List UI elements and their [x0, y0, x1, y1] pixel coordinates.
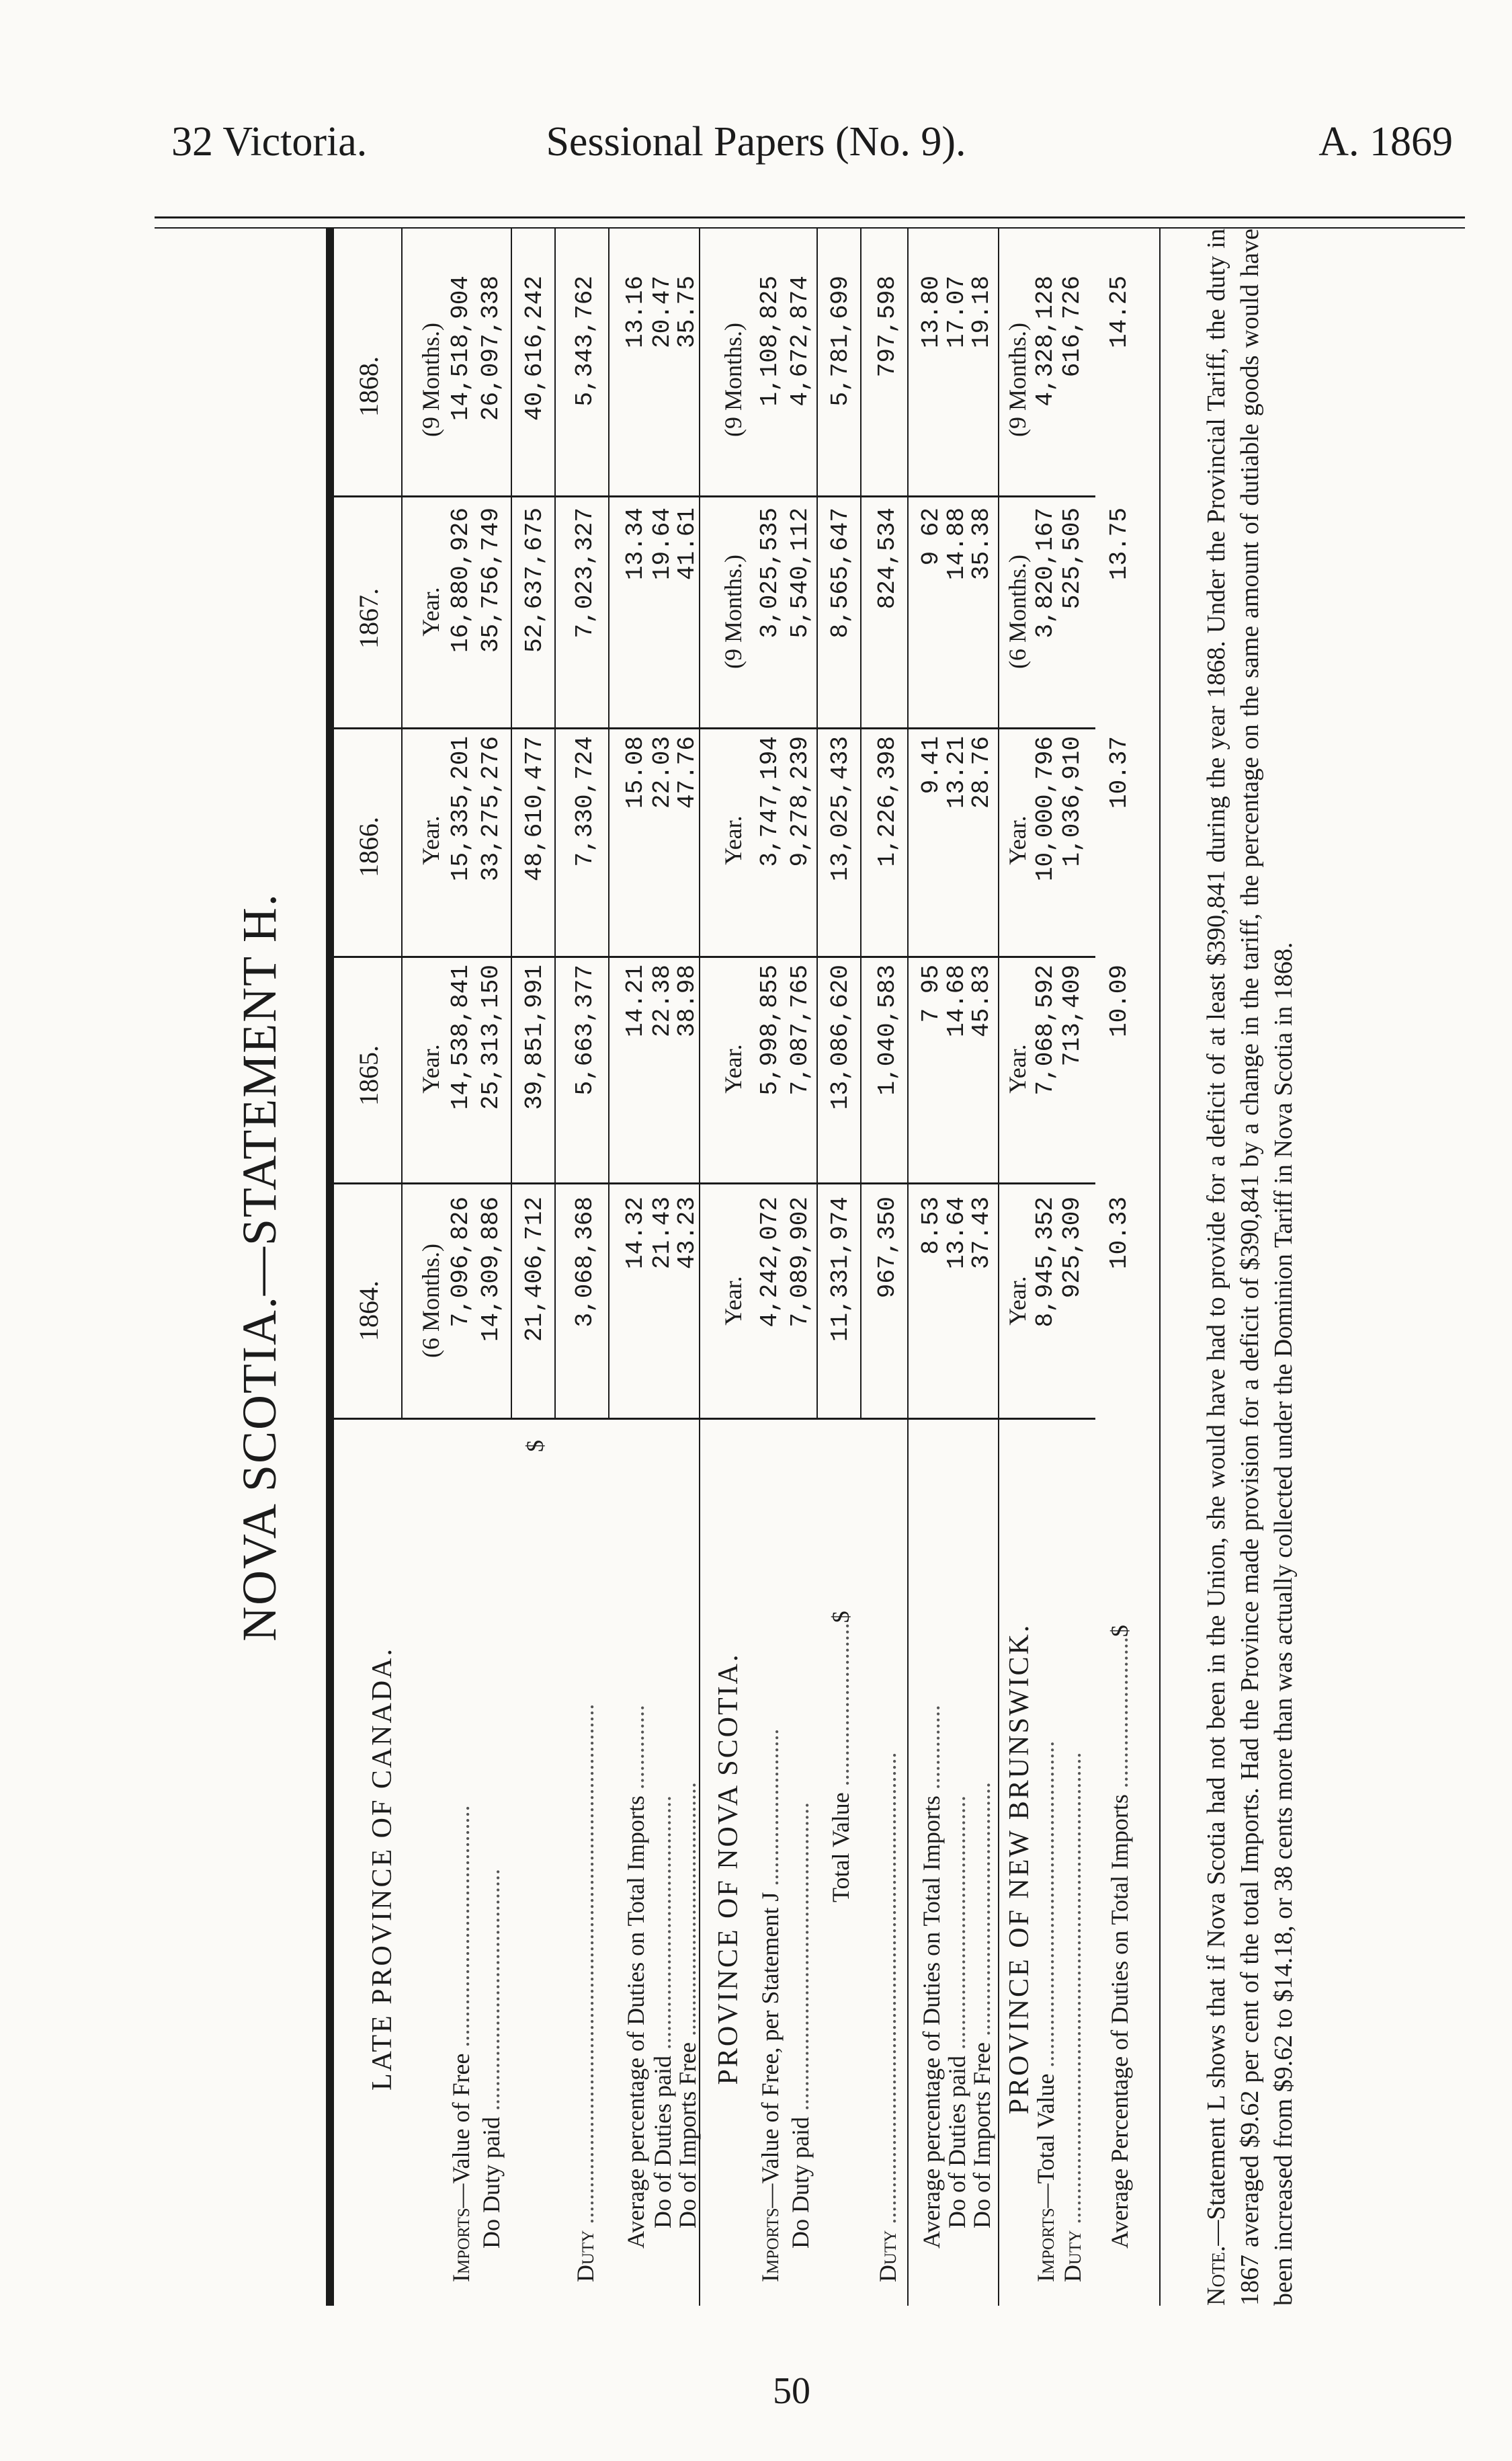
unit-label: Year. [1004, 1044, 1031, 1094]
unit-label: Year. [720, 1276, 747, 1326]
unit-label: (9 Months.) [1004, 323, 1031, 437]
row-label-avg-total: Average percentage of Duties on Total Imports .............. [622, 1705, 649, 2249]
duty-label: Duty [572, 2230, 599, 2282]
unit-label: (6 Months.) [1004, 555, 1031, 669]
sum-rule [608, 229, 610, 1418]
cell: 38.98 [673, 965, 701, 1038]
cell: 10,000,796 [1032, 736, 1059, 882]
cell: 4,328,128 [1032, 276, 1059, 407]
cell: 9,278,239 [786, 736, 814, 867]
cell: 7,096,826 [447, 1197, 474, 1328]
cell: 43.23 [673, 1197, 701, 1270]
cell: 22.38 [648, 965, 676, 1038]
total-dollar: $ [521, 1440, 548, 1452]
col-head-1865: 1865. [353, 1045, 384, 1106]
col-sep [326, 495, 1095, 497]
avg-total-label: Average percentage of Duties on Total Imports [918, 1796, 945, 2249]
cell: 7,330,724 [571, 736, 599, 867]
duty-paid-label: Do Duty paid [787, 2117, 814, 2249]
cell: 10.37 [1105, 736, 1133, 809]
sum-rule [554, 229, 556, 1418]
row-label-duty: Duty .............................................................................. [874, 1752, 901, 2282]
cell: 19.64 [648, 508, 676, 581]
cell: 21.43 [648, 1197, 676, 1270]
cell: 39,851,991 [521, 965, 548, 1111]
cell: 5,540,112 [786, 508, 814, 639]
cell: 14.25 [1105, 276, 1133, 349]
col-head-1868: 1868. [353, 356, 384, 417]
col-head-1864: 1864. [353, 1281, 384, 1341]
cell: 10.09 [1105, 965, 1133, 1038]
running-head-right: A. 1869 [1318, 119, 1453, 165]
cell: 7 95 [917, 965, 945, 1023]
cell: 40,616,242 [521, 276, 548, 421]
cell: 41.61 [673, 508, 701, 581]
cell: 13.34 [622, 508, 649, 581]
rotated-statement [232, 229, 1468, 2306]
cell: 11,331,974 [827, 1197, 854, 1342]
page-number: 50 [773, 2370, 810, 2412]
cell: 14.21 [622, 965, 649, 1038]
cell: 13.64 [943, 1197, 970, 1270]
unit-label: Year. [417, 1044, 444, 1094]
cell: 616,726 [1058, 276, 1086, 378]
cell: 14.68 [943, 965, 970, 1038]
nb-avg-label: Average Percentage of Duties on Total Imports [1106, 1794, 1133, 2249]
imports-label: Imports [448, 2208, 474, 2282]
cell: 26,097,338 [477, 276, 505, 421]
cell: 14,309,886 [477, 1197, 505, 1342]
col-sep [326, 727, 1095, 729]
unit-label: (6 Months.) [417, 1244, 444, 1358]
cell: 5,663,377 [571, 965, 599, 1096]
cell: 797,598 [874, 276, 901, 378]
cell: 7,087,765 [786, 965, 814, 1096]
duty-paid-label: Do Duty paid [478, 2117, 505, 2249]
total-label: —Total Value [1032, 2073, 1059, 2208]
cell: 1,108,825 [756, 276, 784, 407]
cell: 14,518,904 [447, 276, 474, 421]
cell: 14.88 [943, 508, 970, 581]
cell: 47.76 [673, 736, 701, 809]
cell: 8,565,647 [827, 508, 854, 639]
unit-label: (9 Months.) [720, 555, 747, 669]
cell: 35.75 [673, 276, 701, 349]
row-label-avg-free: Do of Imports Free .......................................... [968, 1782, 995, 2228]
free-label: —Value of Free [448, 2053, 474, 2208]
cell: 3,820,167 [1032, 508, 1059, 639]
section-heading-new-brunswick: PROVINCE OF NEW BRUNSWICK. [1004, 1623, 1035, 2115]
statement-title: NOVA SCOTIA.—STATEMENT H. [233, 893, 286, 1642]
cell: 35,756,749 [477, 508, 505, 653]
sum-rule [860, 229, 862, 1418]
cell: 37.43 [968, 1197, 995, 1270]
duty-label: Duty [874, 2230, 901, 2282]
duty-label: Duty [1059, 2230, 1086, 2282]
unit-label: Year. [1004, 1276, 1031, 1326]
cell: 7,068,592 [1032, 965, 1059, 1096]
row-label-duty: Duty .............................................................................. [1059, 1752, 1086, 2282]
total-label: Total Value [827, 1792, 854, 1902]
unit-label: Year. [720, 815, 747, 865]
cell: 16,880,926 [447, 508, 474, 653]
row-label-avg-paid: Do of Duties paid .......................................... [943, 1796, 970, 2228]
unit-label: Year. [1004, 815, 1031, 865]
section-rule [907, 229, 909, 2306]
col-head-rule [401, 229, 403, 1418]
row-label-total: Total Value ...........................$ [827, 1611, 854, 1902]
cell: 13.80 [917, 276, 945, 349]
cell: 13.16 [622, 276, 649, 349]
cell: 9.41 [917, 736, 945, 795]
note-text: —Statement L shows that if Nova Scotia had not been in the Union, she would have had to provide for a deficit of at least $390,841 during the year 1868. Under the Provincial Tariff, the duty in 1867 averaged $9.62 per cent of the total Imports. Had the Province made provision for a deficit of $390,841 by a change in the tariff, the percentage on the same amount of dutiable goods would have been increased from $9.62 to $14.18, or 38 cents more than was actually collected under the Dominion Tariff in Nova Scotia in 1868. [1202, 229, 1298, 2306]
cell: 21,406,712 [521, 1197, 548, 1342]
row-label-imports-total: Imports—Total Value ...................................................... [1032, 1740, 1059, 2282]
cell: 10.33 [1105, 1197, 1133, 1270]
cell: 13,086,620 [827, 965, 854, 1111]
cell: 967,350 [874, 1197, 901, 1299]
dollar-sign: $ [827, 1611, 854, 1623]
row-label-duty-paid: Do Duty paid ........................................ [478, 1869, 505, 2249]
dollar-sign: $ [1106, 1625, 1133, 1638]
unit-label: Year. [720, 1044, 747, 1094]
cell: 5,998,855 [756, 965, 784, 1096]
cell: 13,025,433 [827, 736, 854, 882]
cell: 22.03 [648, 736, 676, 809]
avg-free-label: Do of Imports Free [674, 2042, 701, 2228]
cell: 925,309 [1058, 1197, 1086, 1299]
cell: 7,089,902 [786, 1197, 814, 1328]
cell: 19.18 [968, 276, 995, 349]
cell: 13.21 [943, 736, 970, 809]
row-label-imports-free: Imports—Value of Free, per Statement J .......................... [757, 1728, 784, 2282]
statement-table [326, 229, 1095, 2306]
cell: 824,534 [874, 508, 901, 610]
running-head-center: Sessional Papers (No. 9). [546, 119, 966, 165]
cell: 8.53 [917, 1197, 945, 1255]
cell: 52,637,675 [521, 508, 548, 653]
avg-total-label: Average percentage of Duties on Total Imports [622, 1796, 649, 2249]
cell: 13.75 [1105, 508, 1133, 581]
header-rule [155, 216, 1465, 218]
cell: 15,335,201 [447, 736, 474, 882]
cell: 17.07 [943, 276, 970, 349]
cell: 20.47 [648, 276, 676, 349]
unit-label: Year. [417, 587, 444, 637]
cell: 48,610,477 [521, 736, 548, 882]
cell: 5,343,762 [571, 276, 599, 407]
row-label-avg-paid: Do of Duties paid .......................................... [649, 1796, 676, 2228]
cell: 35.38 [968, 508, 995, 581]
sum-rule [816, 229, 818, 1418]
imports-label: Imports [757, 2208, 784, 2282]
cell: 3,747,194 [756, 736, 784, 867]
imports-label: Imports [1032, 2208, 1059, 2282]
cell: 4,242,072 [756, 1197, 784, 1328]
note-lead: Note. [1202, 2245, 1230, 2306]
cell: 45.83 [968, 965, 995, 1038]
avg-paid-label: Do of Duties paid [649, 2056, 676, 2228]
table-bottom-rule [1159, 229, 1161, 2306]
col-sep [326, 1182, 1095, 1184]
unit-label: (9 Months.) [720, 323, 747, 437]
cell: 525,505 [1058, 508, 1086, 610]
cell: 5,781,699 [827, 276, 854, 407]
avg-paid-label: Do of Duties paid [943, 2056, 970, 2228]
row-label-imports-free: Imports—Value of Free ........................................ [448, 1805, 474, 2282]
cell: 8,945,352 [1032, 1197, 1059, 1328]
cell: 3,025,535 [756, 508, 784, 639]
cell: 7,023,327 [571, 508, 599, 639]
cell: 3,068,368 [571, 1197, 599, 1328]
cell: 9 62 [917, 508, 945, 566]
cell: 713,409 [1058, 965, 1086, 1067]
section-heading-canada: LATE PROVINCE OF CANADA. [367, 1646, 398, 2091]
cell: 33,275,276 [477, 736, 505, 882]
section-heading-nova-scotia: PROVINCE OF NOVA SCOTIA. [713, 1652, 744, 2085]
col-head-1866: 1866. [353, 817, 384, 877]
row-label-duty-paid: Do Duty paid ................................................... [787, 1802, 814, 2249]
cell: 4,672,874 [786, 276, 814, 407]
section-rule [998, 229, 999, 2306]
row-label-nb-avg: Average Percentage of Duties on Total Imports .........................$ [1106, 1625, 1133, 2249]
running-head-left: 32 Victoria. [171, 119, 368, 165]
cell: 1,226,398 [874, 736, 901, 867]
cell: 14.32 [622, 1197, 649, 1270]
row-label-avg-free: Do of Imports Free .......................................... [674, 1782, 701, 2228]
cell: 14,538,841 [447, 965, 474, 1111]
row-label-duty: Duty ...................................................................................... [572, 1703, 599, 2282]
unit-label: (9 Months.) [417, 323, 444, 437]
cell: 1,036,910 [1058, 736, 1086, 867]
cell: 25,313,150 [477, 965, 505, 1111]
footnote [1200, 229, 1300, 2306]
unit-label: Year. [417, 815, 444, 865]
avg-free-label: Do of Imports Free [968, 2042, 995, 2228]
col-head-1867: 1867. [353, 588, 384, 649]
cell: 1,040,583 [874, 965, 901, 1096]
cell: 28.76 [968, 736, 995, 809]
free-label: —Value of Free, per Statement J [757, 1892, 784, 2208]
cell: 15.08 [622, 736, 649, 809]
sum-rule [511, 229, 512, 1418]
col-sep [326, 956, 1095, 958]
row-label-avg-total: Average percentage of Duties on Total Imports .............. [918, 1705, 945, 2249]
